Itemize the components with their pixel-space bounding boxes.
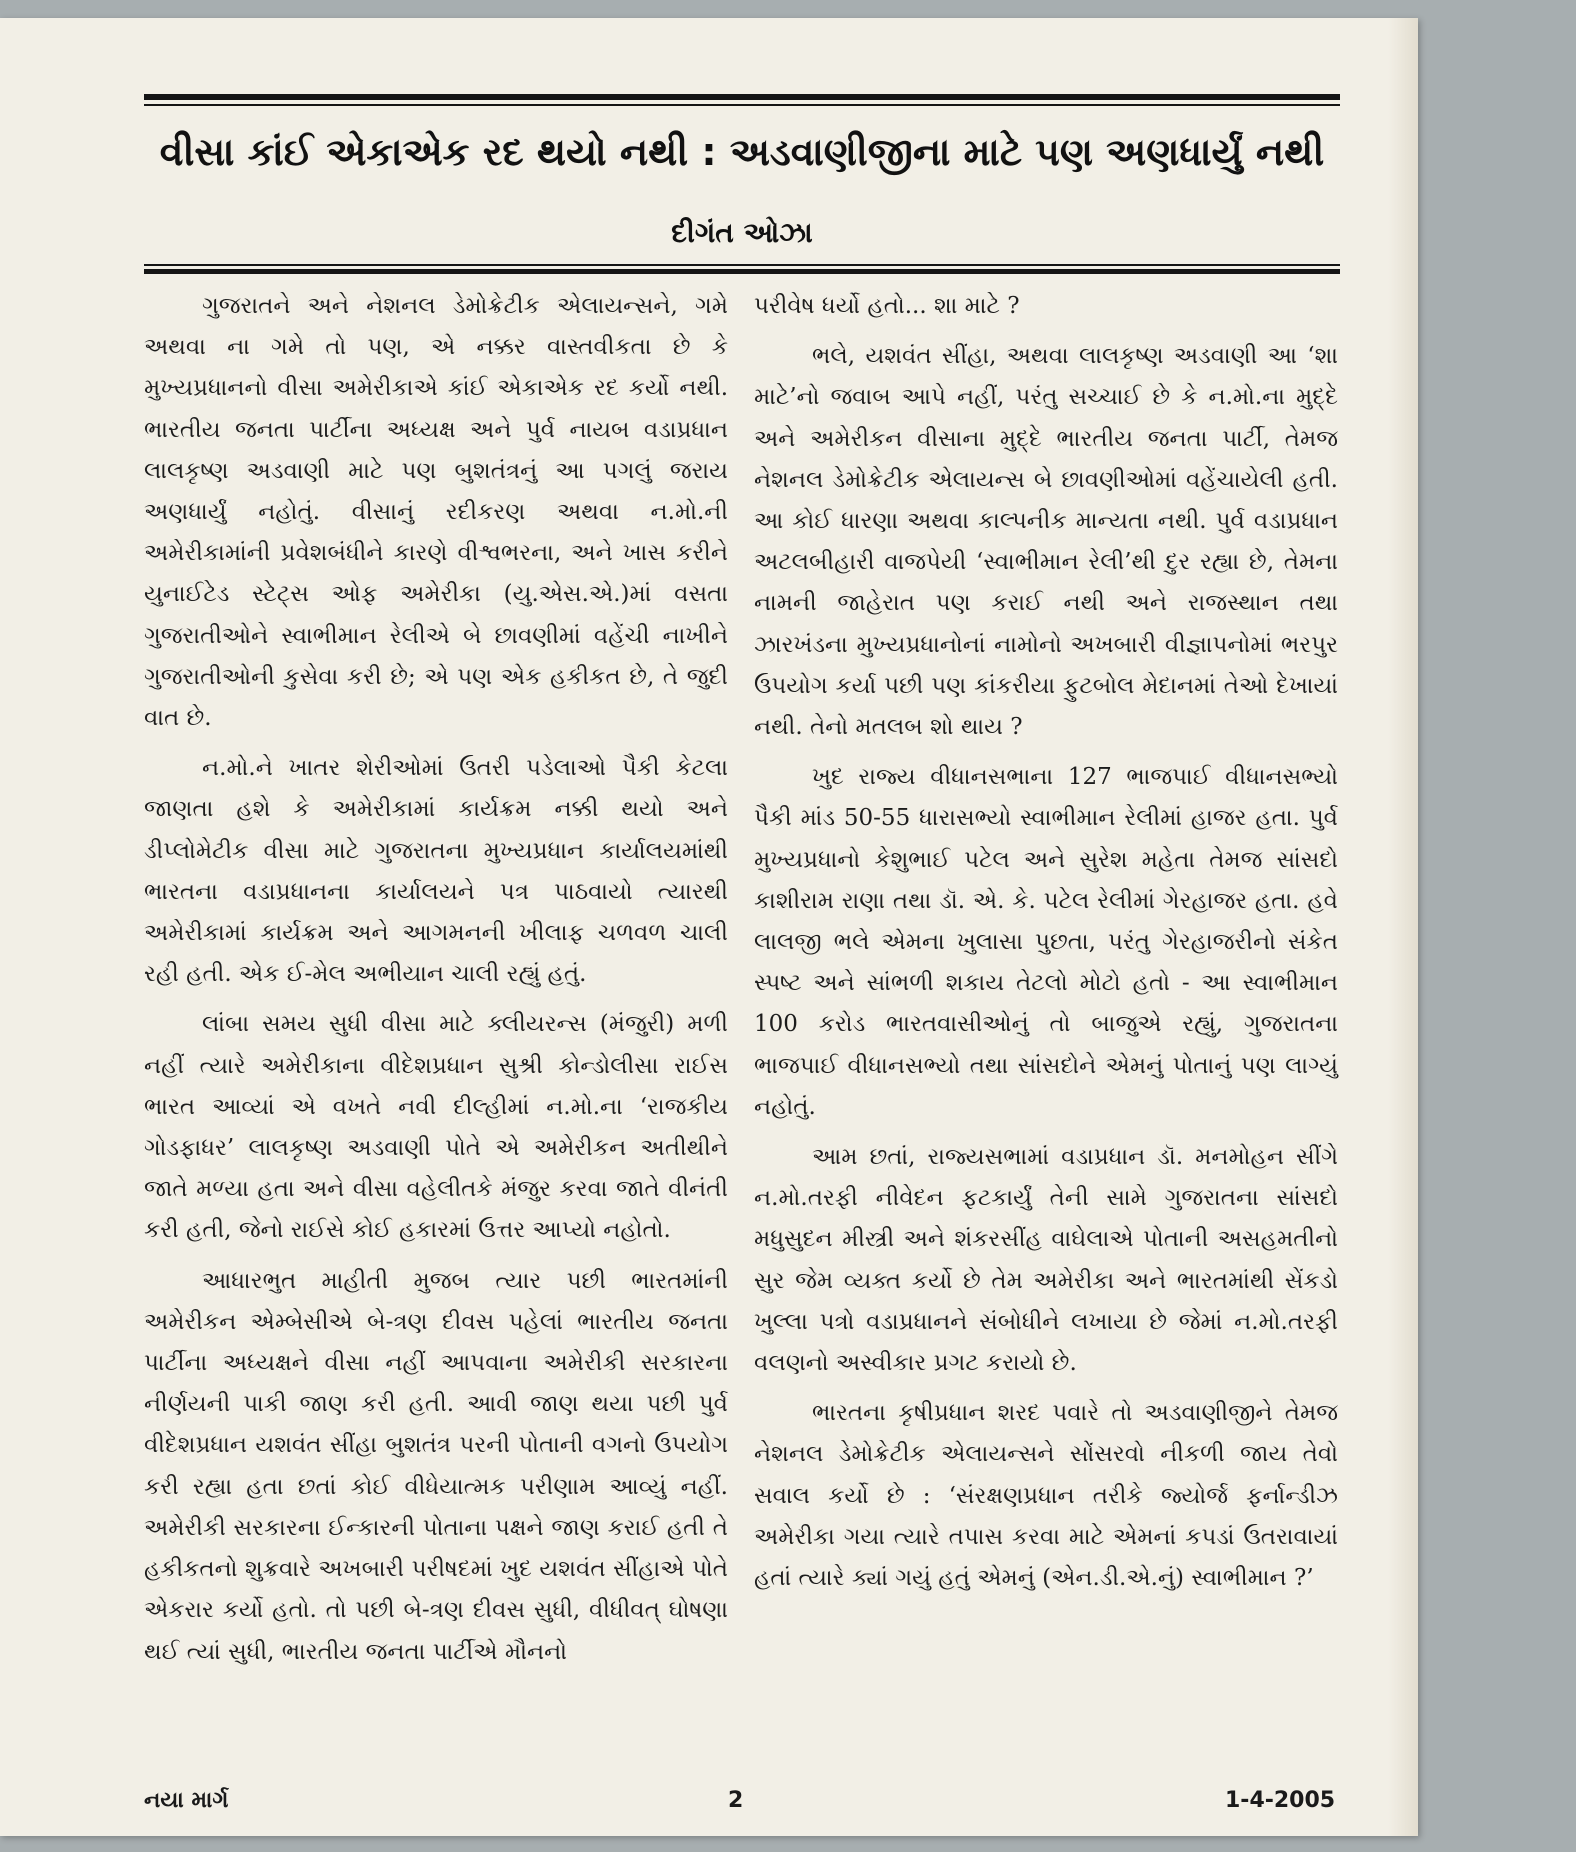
newspaper-page: [0, 18, 1418, 1836]
paragraph: ન.મો.ને ખાતર શેરીઓમાં ઉતરી પડેલાઓ પૈકી કેટલા જાણતા હશે કે અમેરીકામાં કાર્યક્રમ નક્કી થયો અને ડીપ્લોમેટીક વીસા માટે ગુજરાતના મુખ્યપ્રધાન કાર્યાલયમાંથી ભારતના વડાપ્રધાનના કાર્યાલયને પત્ર પાઠવાયો ત્યારથી અમેરીકામાં કાર્યક્રમ અને આગમનની ખીલાફ ચળવળ ચાલી રહી હતી. એક ઈ-મેલ અભીયાન ચાલી રહ્યું હતું.: [144, 755, 728, 988]
footer-date: 1-4-2005: [1225, 1788, 1336, 1813]
top-rule-thin: [144, 104, 1340, 106]
paragraph: ભારતના કૃષીપ્રધાન શરદ પવારે તો અડવાણીજીને તેમજ નેશનલ ડેમોક્રેટીક એલાયન્સને સોંસરવો નીકળી જાય તેવો સવાલ કર્યો છે : ‘સંરક્ષણપ્રધાન તરીકે જ્યોર્જ ફર્નાન્ડીઝ અમેરીકા ગયા ત્યારે તપાસ કરવા માટે એમનાં કપડાં ઉતરાવાયાં હતાં ત્યારે ક્યાં ગયું હતું એમનું (એન.ડી.એ.નું) સ્વાભીમાન ?’: [754, 1400, 1338, 1592]
article-column-right: [754, 286, 1338, 1608]
paragraph: આધારભુત માહીતી મુજબ ત્યાર પછી ભારતમાંની અમેરીકન એમ્બેસીએ બે-ત્રણ દીવસ પહેલાં ભારતીય જનતા પાર્ટીના અધ્યક્ષને વીસા નહીં આપવાના અમેરીકી સરકારના નીર્ણયની પાકી જાણ કરી હતી. આવી જાણ થયા પછી પુર્વ વીદેશપ્રધાન યશવંત સીંહા બુશતંત્ર પરની પોતાની વગનો ઉપયોગ કરી રહ્યા હતા છતાં કોઈ વીધેયાત્મક પરીણામ આવ્યું નહીં. અમેરીકી સરકારના ઈન્કારની પોતાના પક્ષને જાણ કરાઈ હતી તે હકીકતનો શુક્રવારે અખબારી પરીષદમાં ખુદ યશવંત સીંહાએ પોતે એકરાર કર્યો હતો. તો પછી બે-ત્રણ દીવસ સુધી, વીધીવત્ ઘોષણા થઈ ત્યાં સુધી, ભારતીય જનતા પાર્ટીએ મૌનનો: [144, 1267, 728, 1665]
article-headline: વીસા કાંઈ એકાએક રદ થયો નથી : અડવાણીજીના માટે પણ અણધાર્યું નથી: [159, 130, 1325, 174]
top-rule-thick: [144, 94, 1340, 100]
paragraph: ભલે, યશવંત સીંહા, અથવા લાલકૃષ્ણ અડવાણી આ ‘શા માટે’નો જવાબ આપે નહીં, પરંતુ સચ્ચાઈ છે કે ન.મો.ના મુદ્દે અને અમેરીકન વીસાના મુદ્દે ભારતીય જનતા પાર્ટી, તેમજ નેશનલ ડેમોક્રેટીક એલાયન્સ બે છાવણીઓમાં વહેંચાયેલી હતી. આ કોઈ ધારણા અથવા કાલ્પનીક માન્યતા નથી. પુર્વ વડાપ્રધાન અટલબીહારી વાજપેયી ‘સ્વાભીમાન રેલી’થી દુર રહ્યા છે, તેમના નામની જાહેરાત પણ કરાઈ નથી અને રાજસ્થાન તથા ઝારખંડના મુખ્યપ્રધાનોનાં નામોનો અખબારી વીજ્ઞાપનોમાં ભરપુર ઉપયોગ કર્યા પછી પણ કાંકરીયા ફુટબોલ મેદાનમાં તેઓ દેખાયાં નથી. તેનો મતલબ શો થાય ?: [754, 343, 1338, 741]
paragraph: લાંબા સમય સુધી વીસા માટે ક્લીયરન્સ (મંજુરી) મળી નહીં ત્યારે અમેરીકાના વીદેશપ્રધાન સુશ્રી કોન્ડોલીસા રાઈસ ભારત આવ્યાં એ વખતે નવી દીલ્હીમાં ન.મો.ના ‘રાજકીય ગોડફાધર’ લાલકૃષ્ણ અડવાણી પોતે એ અમેરીકન અતીથીને જાતે મળ્યા હતા અને વીસા વહેલીતકે મંજુર કરવા જાતે વીનંતી કરી હતી, જેનો રાઈસે કોઈ હકારમાં ઉત્તર આપ્યો નહોતો.: [144, 1011, 728, 1244]
paragraph: આમ છતાં, રાજ્યસભામાં વડાપ્રધાન ડૉ. મનમોહન સીંગે ન.મો.તરફી નીવેદન ફટકાર્યું તેની સામે ગુજરાતના સાંસદો મધુસુદન મીસ્ત્રી અને શંકરસીંહ વાઘેલાએ પોતાની અસહમતીનો સુર જેમ વ્યક્ત કર્યો છે તેમ અમેરીકા અને ભારતમાંથી સેંકડો ખુલ્લા પત્રો વડાપ્રધાનને સંબોધીને લખાયા છે જેમાં ન.મો.તરફી વલણનો અસ્વીકાર પ્રગટ કરાયો છે.: [754, 1144, 1338, 1377]
footer-page-number: 2: [728, 1788, 744, 1813]
paragraph: પરીવેષ ધર્યો હતો... શા માટે ?: [754, 293, 1020, 319]
article-column-left: [144, 286, 728, 1682]
paragraph: ગુજરાતને અને નેશનલ ડેમોક્રેટીક એલાયન્સને, ગમે અથવા ના ગમે તો પણ, એ નક્કર વાસ્તવીકતા છે કે મુખ્યપ્રધાનનો વીસા અમેરીકાએ કાંઈ એકાએક રદ કર્યો નથી. ભારતીય જનતા પાર્ટીના અધ્યક્ષ અને પુર્વ નાયબ વડાપ્રધાન લાલકૃષ્ણ અડવાણી માટે પણ બુશતંત્રનું આ પગલું જરાય અણધાર્યું નહોતું. વીસાનું રદીકરણ અથવા ન.મો.ની અમેરીકામાંની પ્રવેશબંધીને કારણે વીશ્વભરના, અને ખાસ કરીને યુનાઈટેડ સ્ટેટ્સ ઓફ અમેરીકા (યુ.એસ.એ.)માં વસતા ગુજરાતીઓને સ્વાભીમાન રેલીએ બે છાવણીમાં વહેંચી નાખીને ગુજરાતીઓની કુસેવા કરી છે; એ પણ એક હકીકત છે, તે જુદી વાત છે.: [144, 293, 728, 732]
article-byline: દીગંત ઓઝા: [671, 216, 813, 249]
byline-rule-thin: [144, 264, 1340, 266]
footer-publication: નયા માર્ગ: [144, 1788, 229, 1813]
paragraph: ખુદ રાજ્ય વીધાનસભાના 127 ભાજપાઈ વીધાનસભ્યો પૈકી માંડ 50-55 ધારાસભ્યો સ્વાભીમાન રેલીમાં હાજર હતા. પુર્વ મુખ્યપ્રધાનો કેશુભાઈ પટેલ અને સુરેશ મહેતા તેમજ સાંસદો કાશીરામ રાણા તથા ડૉ. એ. કે. પટેલ રેલીમાં ગેરહાજર હતા. હવે લાલજી ભલે એમના ખુલાસા પુછતા, પરંતુ ગેરહાજરીનો સંકેત સ્પષ્ટ અને સાંભળી શકાય તેટલો મોટો હતો - આ સ્વાભીમાન 100 કરોડ ભારતવાસીઓનું તો બાજુએ રહ્યું, ગુજરાતના ભાજપાઈ વીધાનસભ્યો તથા સાંસદોને એમનું પોતાનું પણ લાગ્યું નહોતું.: [754, 764, 1338, 1120]
byline-rule-thick: [144, 269, 1340, 274]
